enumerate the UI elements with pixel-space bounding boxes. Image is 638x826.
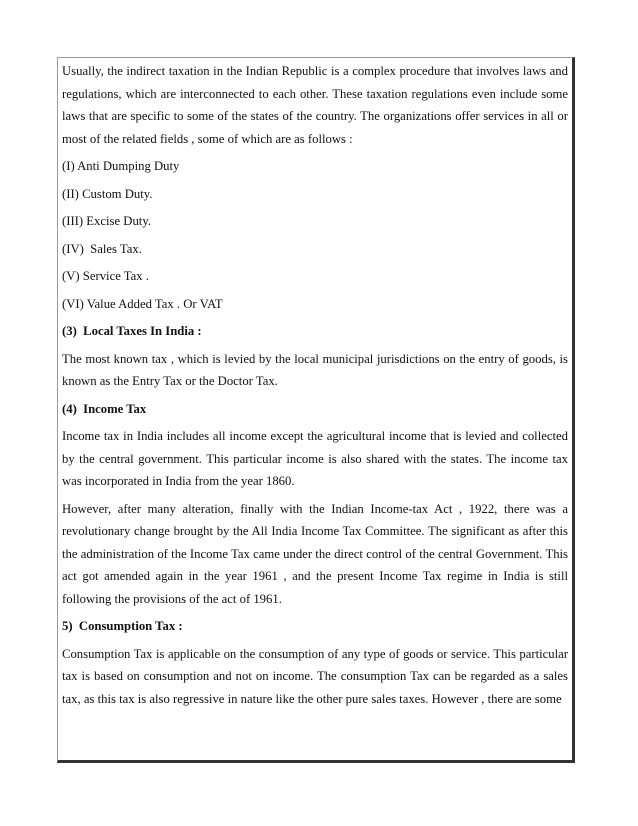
consumption-tax-paragraph: Consumption Tax is applicable on the consumption of any type of goods or service. This particular tax is based on consumption and not on income. The consumption Tax can be regarded as a sales tax, as this tax is also regressive in nature like the other pure sales taxes. However , there are some	[62, 646, 568, 706]
list-item-custom-duty: (II) Custom Duty.	[62, 186, 153, 201]
list-item-value-added-tax: (VI) Value Added Tax . Or VAT	[62, 296, 223, 311]
document-page	[57, 57, 575, 763]
intro-paragraph: Usually, the indirect taxation in the Indian Republic is a complex procedure that involves laws and regulations, which are interconnected to each other. These taxation regulations even include some laws that are specific to some of the states of the country. The organizations offer services in all or most of the related fields , some of which are as follows :	[62, 64, 568, 146]
local-taxes-paragraph: The most known tax , which is levied by the local municipal jurisdictions on the entry of goods, is known as the Entry Tax or the Doctor Tax.	[62, 351, 568, 388]
list-item-service-tax: (V) Service Tax .	[62, 269, 149, 283]
list-item-excise-duty: (III) Excise Duty.	[62, 214, 152, 228]
list-item-anti-dumping-duty: (I) Anti Dumping Duty	[62, 159, 180, 173]
list-item-sales-tax: (IV) Sales Tax.	[62, 241, 142, 256]
income-tax-paragraph-2: However, after many alteration, finally with the Indian Income-tax Act , 1922, there was a revolutionary change brought by the All India Income Tax Committee. The significant as after this the administration of the Income Tax came under the direct control of the central Government. This act got amended again in the year 1961 , and the present Income Tax regime in India is still following the provisions of the act of 1961.	[62, 501, 568, 606]
income-tax-heading: (4) Income Tax	[62, 401, 147, 416]
local-taxes-heading: (3) Local Taxes In India :	[62, 324, 202, 338]
consumption-tax-heading: 5) Consumption Tax :	[62, 619, 183, 633]
income-tax-paragraph-1: Income tax in India includes all income except the agricultural income that is levied and collected by the central government. This particular income is also shared with the states. The income tax was incorporated in India from the year 1860.	[62, 429, 568, 488]
